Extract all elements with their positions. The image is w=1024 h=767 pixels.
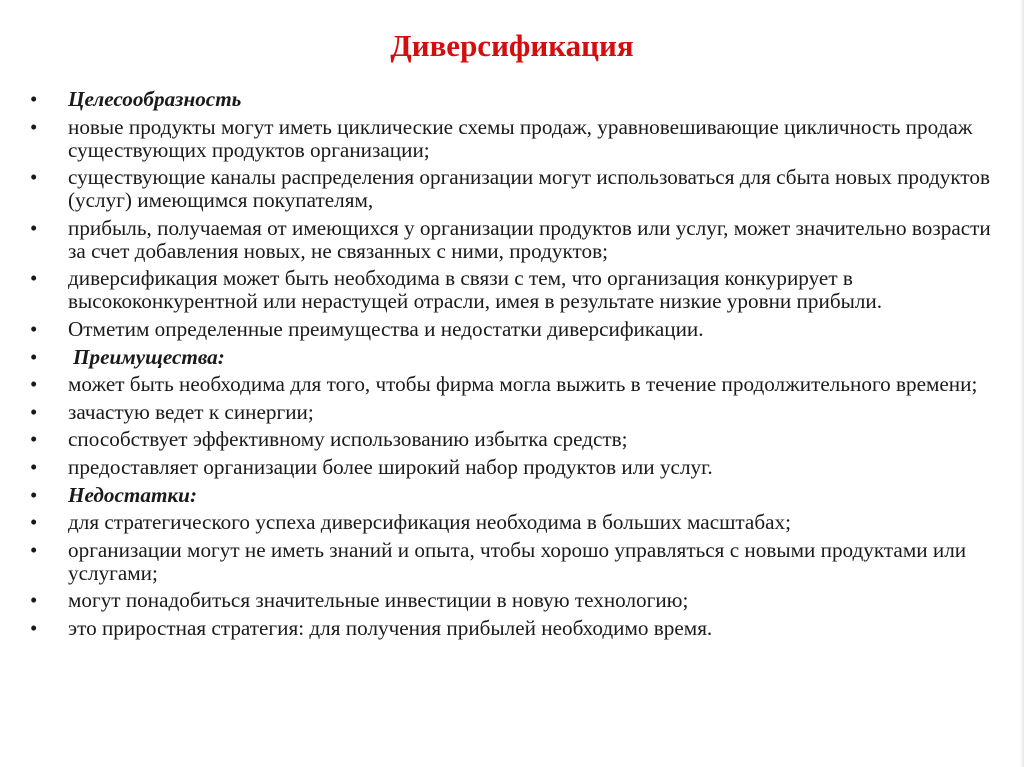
- list-item-text: может быть необходима для того, чтобы фирма могла выжить в течение продолжительного времени;: [68, 372, 978, 397]
- list-item-text: для стратегического успеха диверсификация необходима в больших масштабах;: [68, 510, 791, 535]
- list-item-text: зачастую ведет к синергии;: [68, 399, 314, 424]
- list-item: [28, 511, 998, 534]
- bullet-icon: •: [30, 399, 38, 424]
- list-item-text: Целесообразность: [68, 87, 242, 111]
- list-item-text: организации могут не иметь знаний и опыта, чтобы хорошо управляться с новыми продуктами или услугами;: [68, 537, 967, 585]
- slide-title: Диверсификация: [390, 28, 634, 63]
- list-item: [28, 539, 998, 585]
- list-item: [28, 456, 998, 479]
- bullet-icon: •: [30, 114, 38, 139]
- list-item-text: предоставляет организации более широкий набор продуктов или услуг.: [68, 454, 713, 479]
- list-item: [28, 373, 998, 396]
- bullet-icon: •: [30, 510, 38, 535]
- list-item: [28, 617, 998, 640]
- list-item: [28, 166, 998, 212]
- bullet-icon: •: [30, 588, 38, 613]
- slide-edge-shadow: [1020, 0, 1024, 767]
- list-item-text: существующие каналы распределения организации могут использоваться для сбыта новых продуктов (услуг) имеющимся покупателям,: [68, 165, 990, 213]
- list-item-text: диверсификация может быть необходима в связи с тем, что организация конкурирует в высококонкурентной или нерастущей отрасли, имея в результате низкие уровни прибыли.: [68, 266, 883, 314]
- bullet-icon: •: [30, 266, 38, 291]
- list-item: [28, 401, 998, 424]
- bullet-icon: •: [30, 165, 38, 190]
- list-item-text: это приростная стратегия: для получения прибылей необходимо время.: [68, 615, 713, 640]
- list-item-text: Недостатки:: [68, 482, 197, 507]
- bullet-list: [28, 88, 998, 645]
- bullet-icon: •: [30, 454, 38, 479]
- list-item-text: могут понадобиться значительные инвестиции в новую технологию;: [68, 588, 689, 613]
- list-item-text: новые продукты могут иметь циклические схемы продаж, уравновешивающие цикличность продаж существующих продуктов организации;: [68, 114, 973, 162]
- bullet-icon: •: [30, 372, 38, 397]
- bullet-icon: •: [30, 87, 38, 111]
- list-item: [28, 217, 998, 263]
- section-heading: [28, 484, 998, 507]
- list-item-text: способствует эффективному использованию избытка средств;: [68, 427, 628, 452]
- list-item: [28, 318, 998, 341]
- list-item: [28, 116, 998, 162]
- list-item-text: Отметим определенные преимущества и недостатки диверсификации.: [68, 316, 704, 341]
- section-heading: [28, 88, 998, 111]
- list-item-text: Преимущества:: [73, 344, 225, 369]
- bullet-icon: •: [30, 537, 38, 562]
- list-item: [28, 267, 998, 313]
- bullet-icon: •: [30, 482, 38, 507]
- bullet-icon: •: [30, 344, 38, 369]
- bullet-icon: •: [30, 316, 38, 341]
- bullet-icon: •: [30, 427, 38, 452]
- section-heading: [28, 346, 998, 369]
- list-item-text: прибыль, получаемая от имеющихся у организации продуктов или услуг, может значительно возрасти за счет добавления новых, не связанных с ними, продуктов;: [68, 215, 991, 263]
- list-item: [28, 428, 998, 451]
- bullet-icon: •: [30, 215, 38, 240]
- list-item: [28, 589, 998, 612]
- bullet-icon: •: [30, 615, 38, 640]
